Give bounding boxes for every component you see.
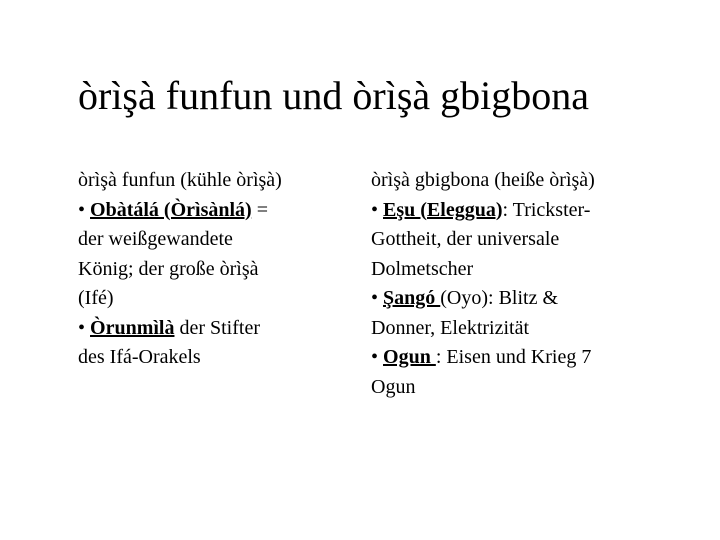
orunmila-description-line: des Ifá-Orakels (78, 346, 201, 368)
bullet-marker: • (371, 198, 384, 221)
obatala-bullet-line (78, 196, 340, 226)
left-column-heading: òrìşà funfun (kühle òrìşà) (78, 169, 282, 191)
obatala-description-line: König; der große òrìşà (78, 257, 259, 280)
right-column-heading: òrìşà gbigbona (heiße òrìşà) (371, 169, 595, 191)
obatala-description-line: (Ifé) (78, 287, 114, 309)
ogun-term: Ogun (383, 346, 436, 368)
sango-description-line: Donner, Elektrizität (371, 316, 530, 339)
slide-title: òrìşà funfun und òrìşà gbigbona (78, 73, 590, 118)
right-column (371, 166, 661, 402)
bullet-marker: • (78, 198, 91, 221)
left-column (78, 166, 340, 373)
obatala-description-line: der weißgewandete (78, 228, 233, 250)
ogun-description-line: Ogun (371, 375, 416, 398)
orunmila-bullet-line (78, 314, 340, 344)
bullet-marker: • (371, 346, 384, 368)
bullet-marker: • (371, 287, 384, 309)
obatala-text: = (251, 198, 268, 221)
orunmila-term: Òrunmìlà (90, 316, 175, 339)
sango-text: (Oyo): Blitz & (440, 287, 559, 309)
esu-description-line: Gottheit, der universale (371, 228, 560, 250)
esu-bullet-line (371, 196, 661, 226)
ogun-bullet-line (371, 343, 661, 373)
orunmila-text: der Stifter (174, 316, 260, 339)
esu-description-line: Dolmetscher (371, 257, 474, 280)
ogun-text: : Eisen und Krieg 7 (435, 346, 592, 368)
sango-bullet-line (371, 284, 661, 314)
bullet-marker: • (78, 316, 91, 339)
esu-text: : Trickster- (502, 198, 591, 221)
obatala-term: Obàtálá (Òrìsànlá) (90, 198, 252, 221)
sango-term: Şangó (383, 287, 441, 309)
esu-term: Eşu (Eleggua) (383, 198, 503, 221)
